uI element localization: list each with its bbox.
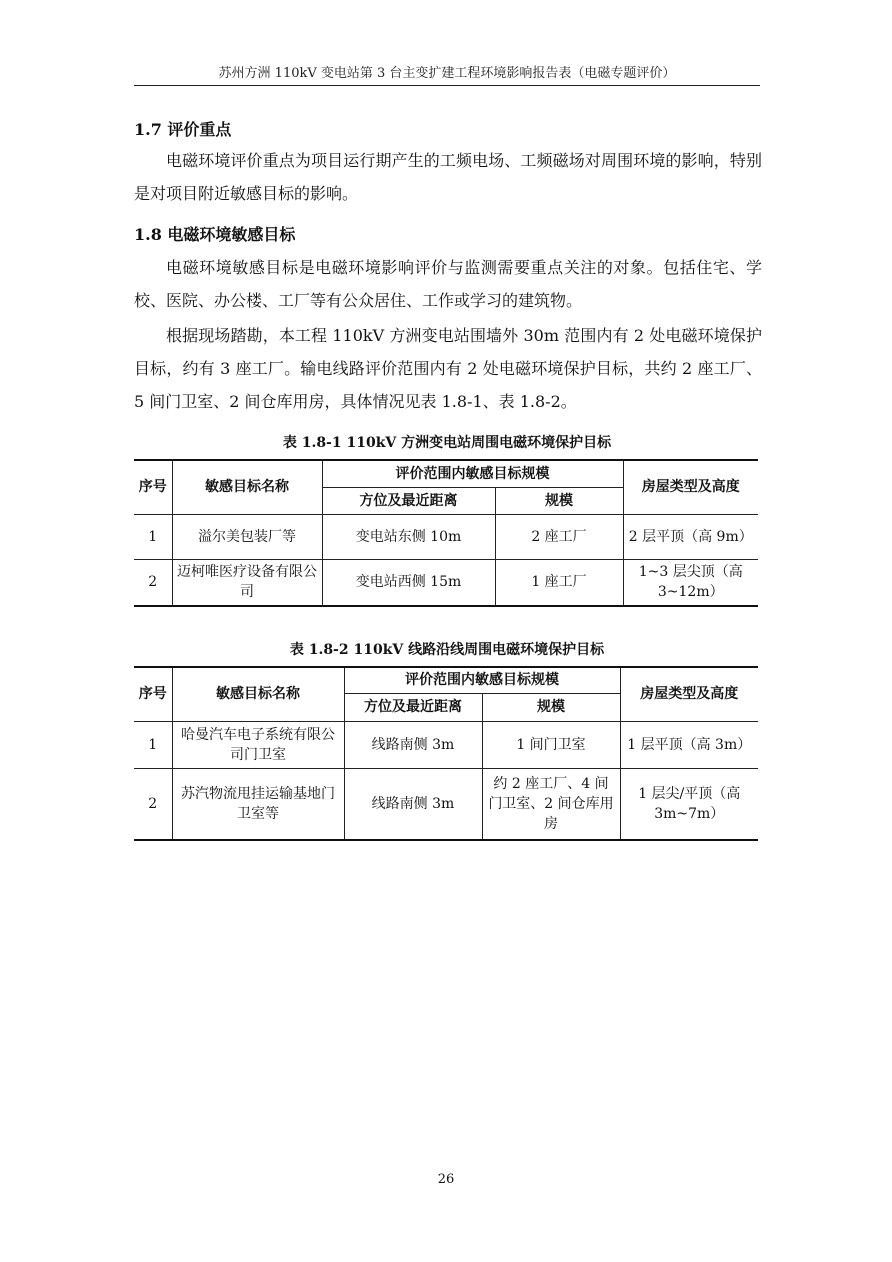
cell-name: 溢尔美包装厂等 [172, 514, 322, 559]
cell-seq: 1 [134, 514, 172, 559]
header-seq: 序号 [134, 667, 172, 721]
section-heading-1-7: 1.7 评价重点 [134, 120, 232, 139]
header-direction: 方位及最近距离 [344, 693, 482, 721]
header-scope: 评价范围内敏感目标规模 [322, 460, 623, 487]
header-seq: 序号 [134, 460, 172, 514]
cell-scale: 1 间门卫室 [482, 721, 620, 768]
header-type: 房屋类型及高度 [620, 667, 758, 721]
table-line-targets [134, 666, 758, 841]
table-row [134, 721, 758, 768]
page-header: 苏州方洲 110kV 变电站第 3 台主变扩建工程环境影响报告表（电磁专题评价） [134, 62, 760, 86]
cell-type: 1~3 层尖顶（高 3~12m） [623, 559, 758, 606]
cell-type: 1 层平顶（高 3m） [620, 721, 758, 768]
header-type: 房屋类型及高度 [623, 460, 758, 514]
cell-name: 哈曼汽车电子系统有限公司门卫室 [172, 721, 344, 768]
header-name: 敏感目标名称 [172, 460, 322, 514]
cell-seq: 2 [134, 559, 172, 606]
page-number: 26 [437, 1172, 455, 1187]
cell-scale: 约 2 座工厂、4 间门卫室、2 间仓库用房 [482, 768, 620, 840]
paragraph-evaluation-focus: 电磁环境评价重点为项目运行期产生的工频电场、工频磁场对周围环境的影响，特别是对项目附近敏感目标的影响。 [134, 151, 762, 203]
cell-name: 苏汽物流甩挂运输基地门卫室等 [172, 768, 344, 840]
cell-name: 迈柯唯医疗设备有限公司 [172, 559, 322, 606]
table-row [134, 768, 758, 840]
table-1-caption: 表 1.8-1 110kV 方洲变电站周围电磁环境保护目标 [282, 435, 612, 451]
table-substation-targets [134, 459, 758, 607]
table-row [134, 514, 758, 559]
cell-seq: 2 [134, 768, 172, 840]
cell-direction: 线路南侧 3m [344, 721, 482, 768]
cell-seq: 1 [134, 721, 172, 768]
paragraph-sensitive-targets-definition: 电磁环境敏感目标是电磁环境影响评价与监测需要重点关注的对象。包括住宅、学校、医院、办公楼、工厂等有公众居住、工作或学习的建筑物。 [134, 258, 762, 310]
header-name: 敏感目标名称 [172, 667, 344, 721]
cell-scale: 2 座工厂 [495, 514, 623, 559]
cell-scale: 1 座工厂 [495, 559, 623, 606]
paragraph-site-survey: 根据现场踏勘，本工程 110kV 方洲变电站围墙外 30m 范围内有 2 处电磁环境保护目标，约有 3 座工厂。输电线路评价范围内有 2 处电磁环境保护目标，共约 2 座工厂、5 间门卫室、2 间仓库用房，具体情况见表 1.8-1、表 1.8-2。 [134, 326, 762, 411]
cell-direction: 变电站东侧 10m [322, 514, 495, 559]
cell-type: 1 层尖/平顶（高 3m~7m） [620, 768, 758, 840]
header-scale: 规模 [482, 693, 620, 721]
header-direction: 方位及最近距离 [322, 487, 495, 514]
table-row [134, 559, 758, 606]
section-heading-1-8: 1.8 电磁环境敏感目标 [134, 225, 296, 244]
cell-type: 2 层平顶（高 9m） [623, 514, 758, 559]
header-scale: 规模 [495, 487, 623, 514]
cell-direction: 变电站西侧 15m [322, 559, 495, 606]
table-2-caption: 表 1.8-2 110kV 线路沿线周围电磁环境保护目标 [289, 642, 605, 658]
cell-direction: 线路南侧 3m [344, 768, 482, 840]
header-scope: 评价范围内敏感目标规模 [344, 667, 620, 693]
